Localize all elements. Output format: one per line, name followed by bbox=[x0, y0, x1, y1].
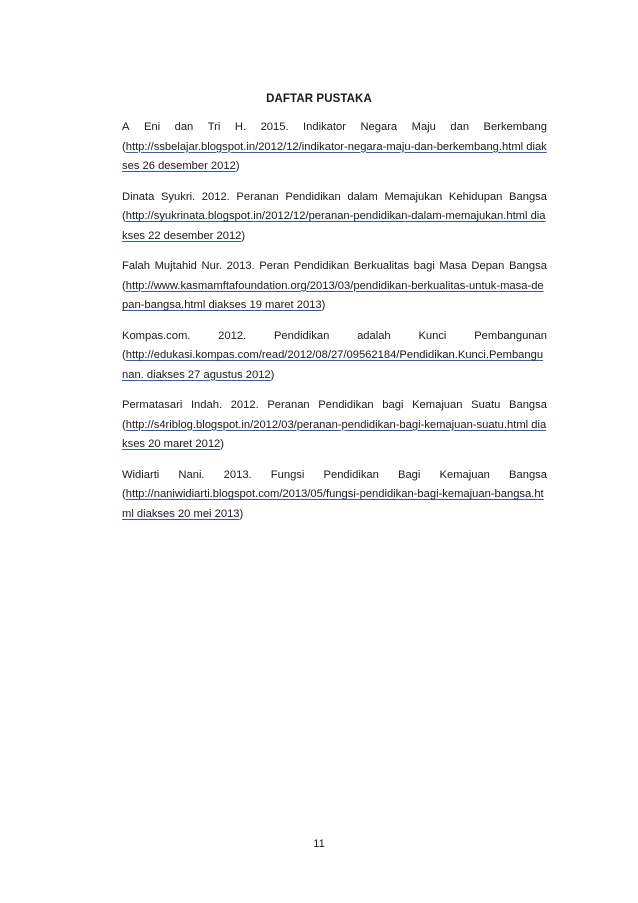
close-paren: ) bbox=[239, 507, 244, 520]
reference-word: Kunci bbox=[418, 329, 447, 342]
reference-word: Berkualitas bbox=[353, 260, 410, 272]
reference-word: Peran bbox=[259, 260, 290, 272]
reference-word: 2012. bbox=[201, 190, 230, 203]
open-paren: ( bbox=[122, 210, 126, 222]
reference-head bbox=[122, 466, 547, 486]
reference-word: Kehidupan bbox=[448, 190, 503, 203]
reference-word: Indikator bbox=[303, 121, 346, 133]
reference-link[interactable]: http://ssbelajar.blogspot.in/2012/12/indikator-negara-maju-dan-berkembang.html diakses 26 desember 2012 bbox=[122, 140, 547, 172]
reference-word: Pendidikan bbox=[318, 399, 374, 411]
open-paren: ( bbox=[122, 349, 126, 361]
reference-word: 2012. bbox=[230, 399, 259, 411]
reference-item bbox=[122, 466, 547, 525]
reference-word: bagi bbox=[413, 260, 435, 272]
reference-list bbox=[122, 118, 547, 535]
reference-word: Pendidikan bbox=[273, 329, 330, 342]
reference-word: Berkembang bbox=[483, 121, 547, 133]
reference-item bbox=[122, 257, 547, 316]
reference-word: Tri bbox=[207, 121, 221, 133]
reference-word: 2015. bbox=[260, 121, 289, 133]
reference-word: Peranan bbox=[236, 190, 279, 203]
reference-link[interactable]: http://www.kasmamftafoundation.org/2013/03/pendidikan-berkualitas-untuk-masa-depan-bangsa.html diakses 19 maret 2013 bbox=[122, 279, 544, 311]
reference-word: dan bbox=[450, 121, 470, 133]
reference-word: Permatasari bbox=[122, 399, 183, 411]
close-paren: ) bbox=[235, 160, 240, 172]
reference-head bbox=[122, 327, 547, 347]
reference-word: Peranan bbox=[267, 399, 310, 411]
close-paren: ) bbox=[220, 438, 224, 450]
page-number: 11 bbox=[313, 838, 325, 850]
reference-word: Syukri. bbox=[160, 190, 196, 203]
open-paren: ( bbox=[122, 488, 126, 500]
reference-word: bagi bbox=[382, 399, 404, 411]
reference-head bbox=[122, 257, 547, 277]
reference-word: Kompas.com. bbox=[122, 329, 191, 342]
reference-word: Indah. bbox=[190, 399, 223, 411]
reference-word: Bangsa bbox=[509, 399, 547, 411]
reference-word: Pendidikan bbox=[285, 190, 341, 203]
reference-word: Bangsa bbox=[509, 190, 547, 203]
reference-word: Masa bbox=[439, 260, 467, 272]
reference-word: Fungsi bbox=[270, 468, 305, 481]
reference-word: adalah bbox=[357, 329, 391, 342]
reference-word: Pendidikan bbox=[323, 468, 379, 481]
reference-word: Suatu bbox=[471, 399, 501, 411]
close-paren: ) bbox=[241, 229, 246, 242]
reference-link[interactable]: http://naniwidiarti.blogspot.com/2013/05/fungsi-pendidikan-bagi-kemajuan-bangsa.html diakses 20 mei 2013 bbox=[122, 488, 544, 520]
reference-word: Widiarti bbox=[122, 468, 160, 481]
open-paren: ( bbox=[122, 418, 126, 431]
reference-word: Nani. bbox=[178, 468, 205, 481]
page-title: DAFTAR PUSTAKA bbox=[266, 93, 372, 105]
reference-word: Bagi bbox=[398, 468, 421, 481]
reference-head bbox=[122, 188, 547, 208]
reference-word: Depan bbox=[471, 260, 505, 272]
reference-word: 2013. bbox=[223, 468, 252, 481]
reference-word: 2012. bbox=[218, 329, 247, 342]
reference-word: Dinata bbox=[122, 190, 155, 203]
close-paren: ) bbox=[270, 368, 275, 381]
reference-word: Pembangunan bbox=[474, 329, 547, 342]
reference-item bbox=[122, 396, 547, 455]
open-paren: ( bbox=[122, 279, 126, 292]
reference-word: 2013. bbox=[226, 260, 255, 272]
reference-word: Falah bbox=[122, 260, 150, 272]
reference-word: dan bbox=[174, 121, 194, 133]
reference-word: Pendidikan bbox=[293, 260, 350, 272]
reference-item bbox=[122, 118, 547, 177]
reference-head bbox=[122, 396, 547, 416]
reference-head bbox=[122, 118, 547, 138]
reference-word: Memajukan bbox=[384, 190, 443, 203]
open-paren: ( bbox=[122, 140, 126, 153]
reference-link[interactable]: http://edukasi.kompas.com/read/2012/08/27/09562184/Pendidikan.Kunci.Pembangunan. diakses 27 agustus 2012 bbox=[122, 349, 544, 381]
reference-word: dalam bbox=[347, 190, 378, 203]
reference-word: Kemajuan bbox=[439, 468, 490, 481]
reference-word: Mujtahid bbox=[154, 260, 197, 272]
reference-word: Eni bbox=[143, 121, 161, 133]
reference-item bbox=[122, 327, 547, 386]
reference-word: A bbox=[122, 121, 130, 133]
reference-word: H. bbox=[234, 121, 247, 133]
reference-link[interactable]: http://s4riblog.blogspot.in/2012/03/peranan-pendidikan-bagi-kemajuan-suatu.html diakses 20 maret 2012 bbox=[122, 418, 547, 450]
close-paren: ) bbox=[321, 299, 326, 311]
reference-word: Maju bbox=[411, 121, 436, 133]
reference-word: Negara bbox=[360, 121, 398, 133]
reference-word: Nur. bbox=[201, 260, 223, 272]
reference-item bbox=[122, 188, 547, 247]
reference-word: Kemajuan bbox=[412, 399, 463, 411]
reference-link[interactable]: http://syukrinata.blogspot.in/2012/12/peranan-pendidikan-dalam-memajukan.html diakses 22 desember 2012 bbox=[122, 210, 546, 242]
reference-word: Bangsa bbox=[509, 468, 547, 481]
reference-word: Bangsa bbox=[508, 260, 547, 272]
